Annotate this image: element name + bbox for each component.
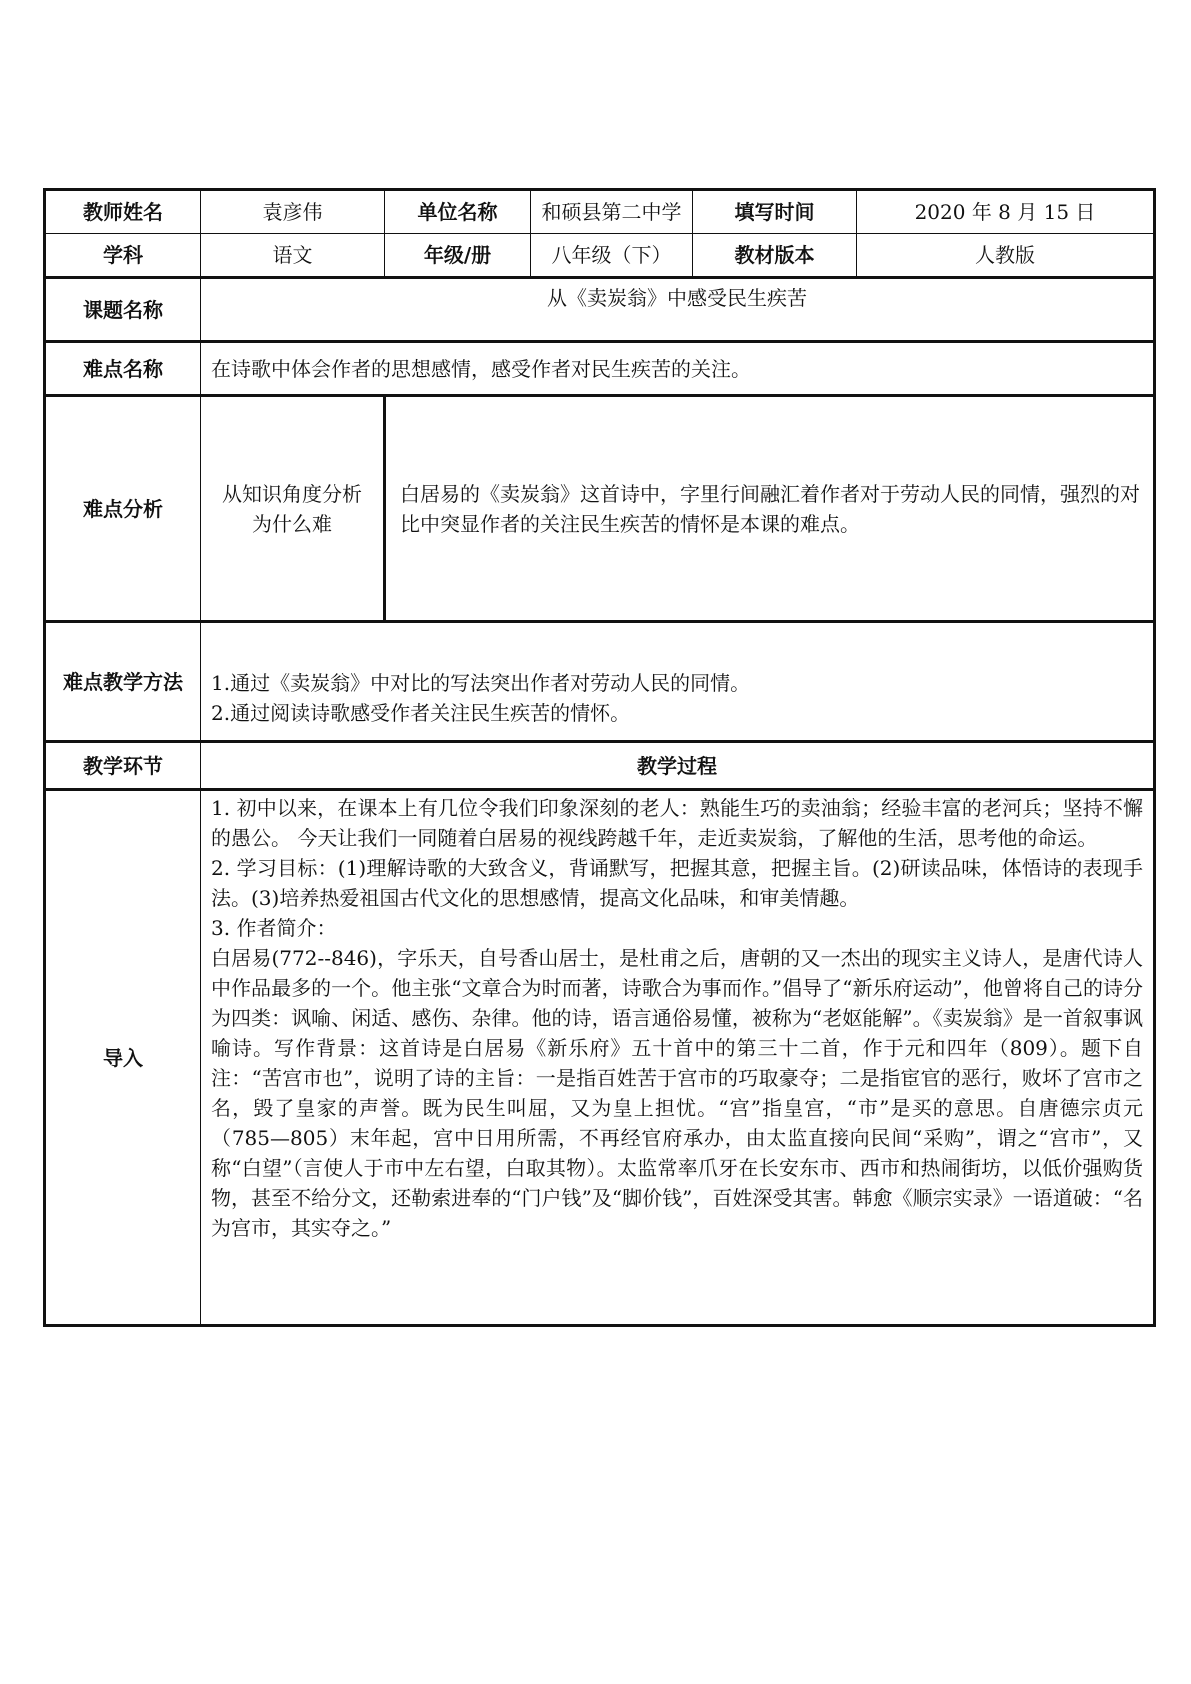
difficulty-value: 在诗歌中体会作者的思想感情，感受作者对民生疾苦的关注。 bbox=[201, 342, 1155, 396]
analysis-label: 难点分析 bbox=[45, 396, 201, 622]
grade-label: 年级/册 bbox=[385, 234, 531, 278]
unit-name-value: 和硕县第二中学 bbox=[531, 190, 693, 234]
analysis-sub-label-line1: 从知识角度分析 bbox=[222, 481, 362, 506]
intro-process-content bbox=[201, 790, 1155, 1326]
row-difficulty bbox=[45, 342, 1155, 396]
row-analysis bbox=[45, 396, 1155, 622]
method-item-2: 2.通过阅读诗歌感受作者关注民生疾苦的情怀。 bbox=[211, 701, 631, 725]
teacher-name-value: 袁彦伟 bbox=[201, 190, 385, 234]
row-teacher-info bbox=[45, 190, 1155, 234]
topic-label: 课题名称 bbox=[45, 278, 201, 342]
edition-label: 教材版本 bbox=[693, 234, 857, 278]
method-value bbox=[201, 622, 1155, 742]
fill-time-value: 2020 年 8 月 15 日 bbox=[857, 190, 1155, 234]
analysis-sub-label-line2: 为什么难 bbox=[252, 511, 332, 536]
fill-time-label: 填写时间 bbox=[693, 190, 857, 234]
edition-value: 人教版 bbox=[857, 234, 1155, 278]
intro-paragraph-4: 白居易(772--846)，字乐天，自号香山居士，是杜甫之后，唐朝的又一杰出的现实主义诗人，是唐代诗人中作品最多的一个。他主张“文章合为时而著，诗歌合为事而作。”倡导了“新乐府运动”，他曾将自己的诗分为四类：讽喻、闲适、感伤、杂律。他的诗，语言通俗易懂，被称为“老妪能解”。《卖炭翁》是一首叙事讽喻诗。写作背景：这首诗是白居易《新乐府》五十首中的第三十二首，作于元和四年（809）。题下自注：“苦宫市也”，说明了诗的主旨：一是指百姓苦于宫市的巧取豪夺；二是指宦官的恶行，败坏了宫市之名，毁了皇家的声誉。既为民生叫屈，又为皇上担忧。“宫”指皇宫，“市”是买的意思。自唐德宗贞元（785—805）末年起，宫中日用所需，不再经官府承办，由太监直接向民间“采购”，谓之“宫市”，又称“白望”（言使人于市中左右望，白取其物）。太监常率爪牙在长安东市、西市和热闹街坊，以低价强购货物，甚至不给分文，还勒索进奉的“门户钱”及“脚价钱”，百姓深受其害。韩愈《顺宗实录》一语道破：“名为宫市，其实夺之。” bbox=[211, 946, 1143, 1240]
teacher-name-label: 教师姓名 bbox=[45, 190, 201, 234]
intro-paragraph-1: 1. 初中以来，在课本上有几位令我们印象深刻的老人：熟能生巧的卖油翁；经验丰富的老河兵；坚持不懈的愚公。 今天让我们一同随着白居易的视线跨越千年，走近卖炭翁，了解他的生活，思考他的命运。 bbox=[211, 796, 1143, 850]
row-process-header bbox=[45, 742, 1155, 790]
stage-header: 教学环节 bbox=[45, 742, 201, 790]
difficulty-label: 难点名称 bbox=[45, 342, 201, 396]
lesson-plan-table bbox=[43, 188, 1156, 1327]
unit-name-label: 单位名称 bbox=[385, 190, 531, 234]
process-header: 教学过程 bbox=[201, 742, 1155, 790]
row-subject-info bbox=[45, 234, 1155, 278]
analysis-value: 白居易的《卖炭翁》这首诗中，字里行间融汇着作者对于劳动人民的同情，强烈的对比中突显作者的关注民生疾苦的情怀是本课的难点。 bbox=[385, 396, 1155, 622]
intro-paragraph-3: 3. 作者简介： bbox=[211, 916, 337, 940]
row-intro bbox=[45, 790, 1155, 1326]
row-method bbox=[45, 622, 1155, 742]
topic-value: 从《卖炭翁》中感受民生疾苦 bbox=[201, 278, 1155, 342]
analysis-sub-label bbox=[201, 396, 385, 622]
subject-label: 学科 bbox=[45, 234, 201, 278]
intro-paragraph-2: 2. 学习目标：(1)理解诗歌的大致含义，背诵默写，把握其意，把握主旨。(2)研读品味，体悟诗的表现手法。(3)培养热爱祖国古代文化的思想感情，提高文化品味，和审美情趣。 bbox=[211, 856, 1143, 910]
row-topic bbox=[45, 278, 1155, 342]
method-item-1: 1.通过《卖炭翁》中对比的写法突出作者对劳动人民的同情。 bbox=[211, 671, 751, 695]
method-label: 难点教学方法 bbox=[45, 622, 201, 742]
grade-value: 八年级（下） bbox=[531, 234, 693, 278]
intro-stage-label: 导入 bbox=[45, 790, 201, 1326]
subject-value: 语文 bbox=[201, 234, 385, 278]
